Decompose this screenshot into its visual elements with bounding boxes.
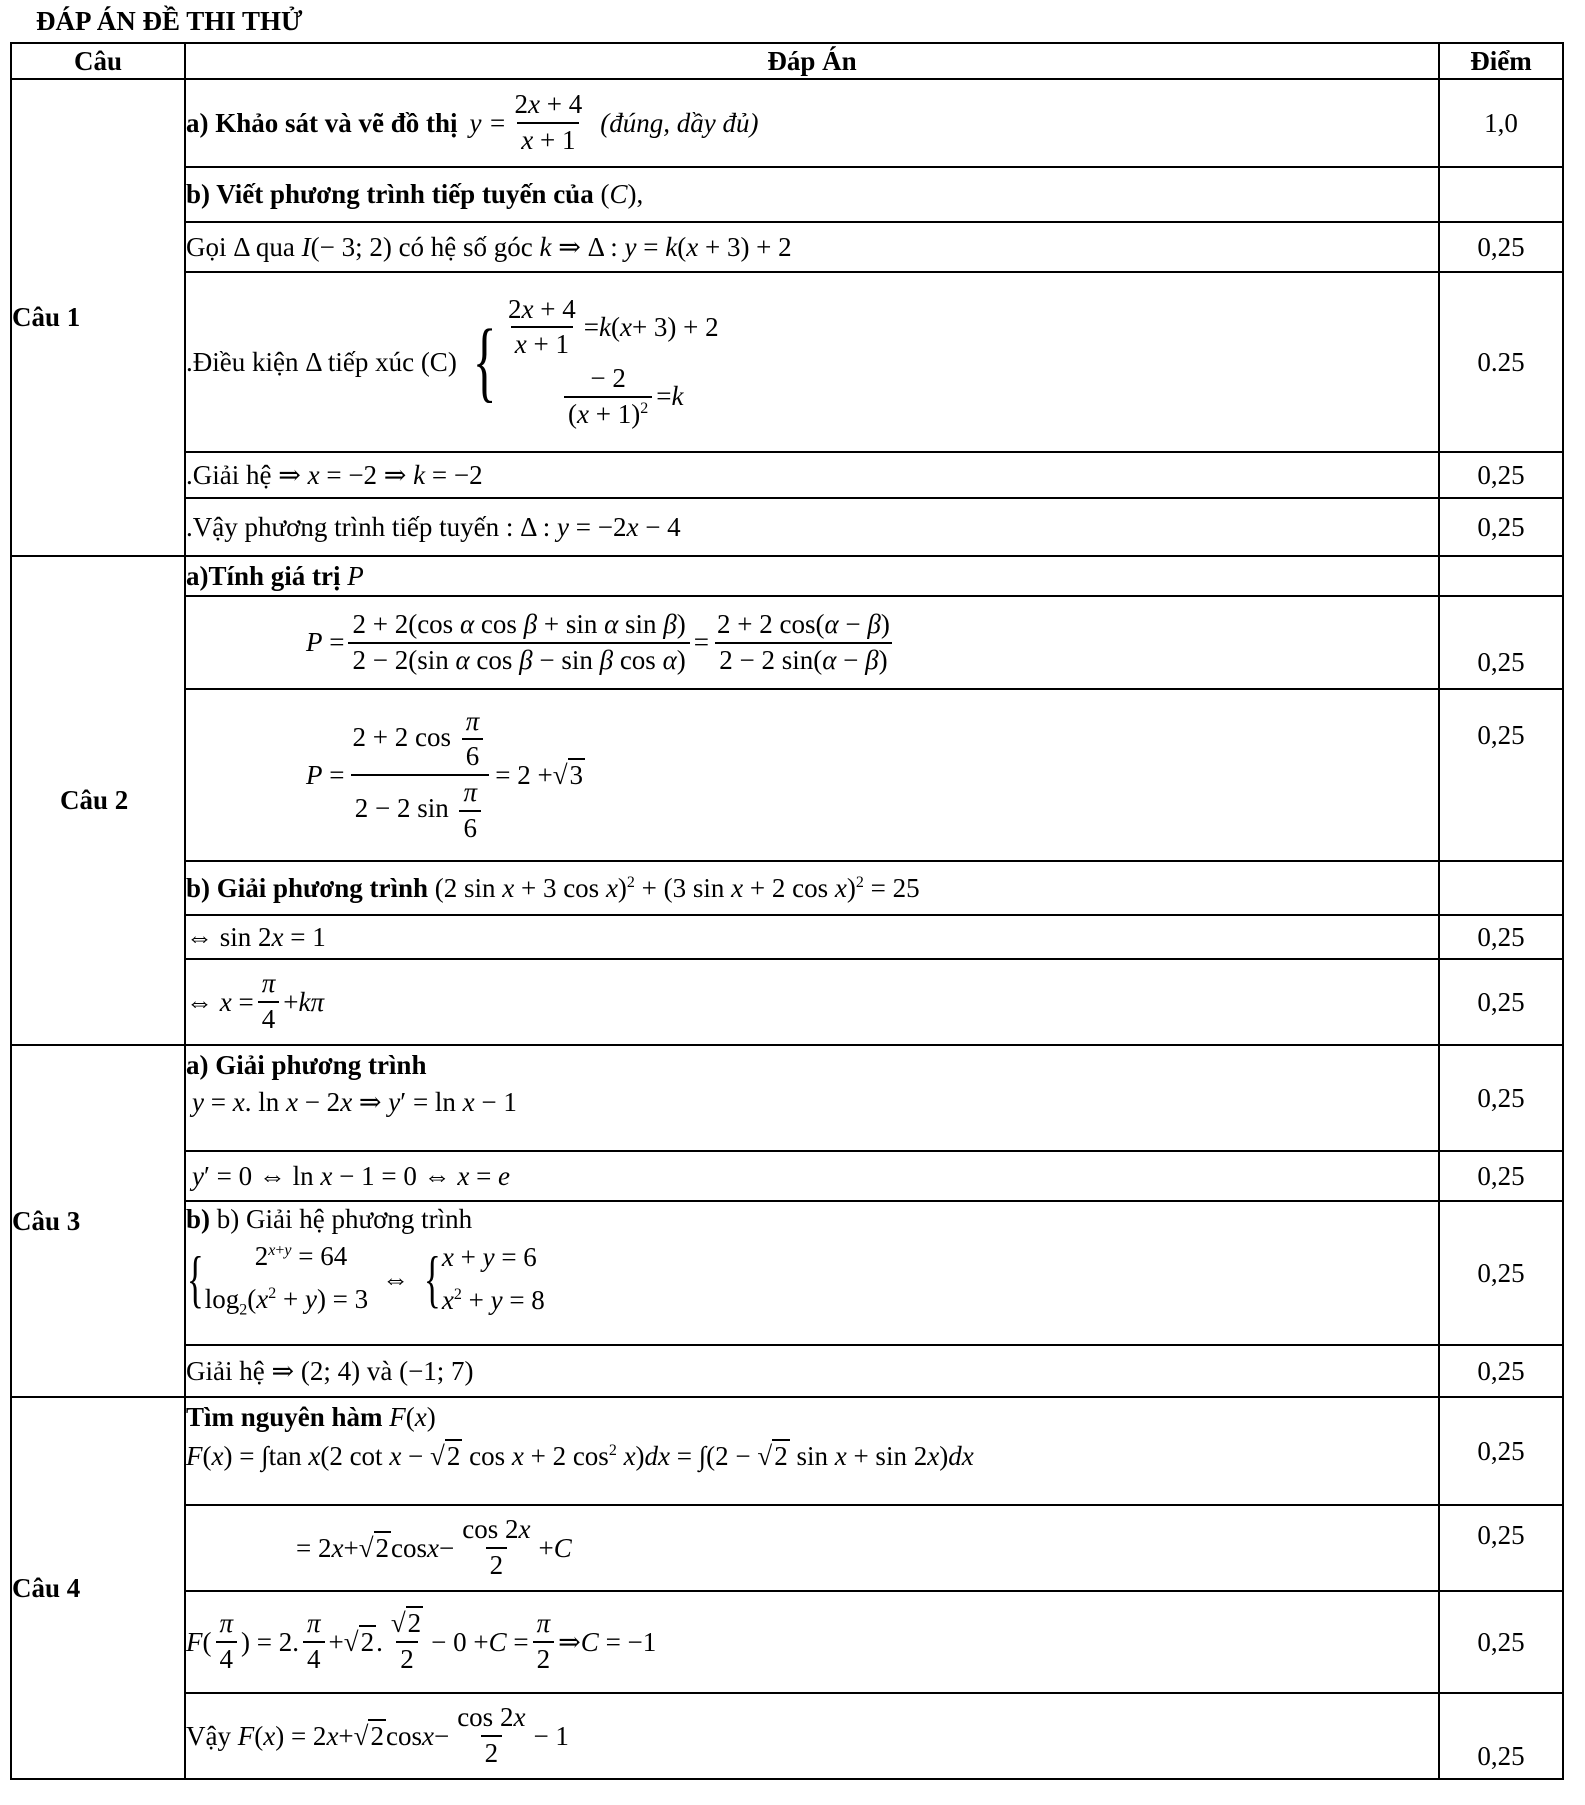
answer-text: Vậy	[186, 1720, 231, 1751]
table-header-row	[11, 43, 1563, 79]
answer-cell: b) Giải phương trình (2 sin x + 3 cos x)$^2$ + (3 sin x + 2 cos x)$^2$ = 25	[185, 861, 1439, 915]
table-row	[11, 596, 1563, 689]
table-row	[11, 452, 1563, 498]
header-question: Câu	[11, 43, 185, 79]
answer-cell: ⇔ sin 2x = 1	[185, 915, 1439, 959]
score-cell	[1439, 167, 1563, 222]
score-cell: 0,25	[1439, 452, 1563, 498]
table-row	[11, 915, 1563, 959]
table-row	[11, 1505, 1563, 1591]
header-score: Điểm	[1439, 43, 1563, 79]
answer-cell: a) Giải phương trình y = x. ln x − 2x ⇒ y′ = ln x − 1	[185, 1045, 1439, 1151]
answer-text: có hệ số góc	[398, 231, 533, 262]
table-row	[11, 272, 1563, 452]
score-cell: 0,25	[1439, 915, 1563, 959]
table-row	[11, 1397, 1563, 1505]
answer-text: Tìm nguyên hàm	[186, 1402, 383, 1432]
table-row	[11, 79, 1563, 167]
answer-cell: a)Tính giá trị P	[185, 556, 1439, 596]
answer-text: .Vậy phương trình tiếp tuyến :	[186, 511, 514, 542]
score-cell: 0.25	[1439, 272, 1563, 452]
answer-text: .Điều kiện Δ tiếp xúc (C)	[186, 346, 457, 377]
answer-cell: F ( $\frac{\pi}{4}$ ) = 2. $\frac{\pi}{4}$ + √2 . $\frac{√2}{2}$ − 0 + C = $\frac{\pi}{2}$ ⇒ C = −1	[185, 1591, 1439, 1693]
answer-cell: Tìm nguyên hàm F(x) F(x) = ∫tan x(2 cot x − √2 cos x + 2 $\cos^2 x)dx = \int(2 - √2$ sin x + sin 2x)dx	[185, 1397, 1439, 1505]
answer-cell: .Vậy phương trình tiếp tuyến : Δ : y = −2x − 4	[185, 498, 1439, 556]
answer-text: Giải hệ	[186, 1355, 265, 1386]
answer-cell: a) Khảo sát và vẽ đồ thị y = $\frac{2x + 4}{x + 1}$ (đúng, dầy đủ)	[185, 79, 1439, 167]
answer-cell: P = $\frac{\text{2 + 2(cos α cos β + sin α sin β)}}{\text{2 − 2(sin α cos β − sin β cos α)}}$ = $\frac{2 + 2 \cos(\alpha - \beta)}{2 - 2 \sin(\alpha - \beta)}$	[185, 596, 1439, 689]
answer-cell: P = 2 + 2 cos $\frac{\pi}{6}$ 2 − 2 sin $\frac{\pi}{6}$ = 2 + √3	[185, 689, 1439, 861]
table-row	[11, 1201, 1563, 1345]
table-row	[11, 689, 1563, 861]
answer-cell: b) b) Giải hệ phương trình { $2^{x+y} = 64$ $\log_2(x^2 + y) = 3$ ⇔ { x + y = 6 $x^2 + y = 8$	[185, 1201, 1439, 1345]
score-cell: 0,25	[1439, 498, 1563, 556]
table-row	[11, 959, 1563, 1045]
answer-cell: y′ = 0 ⇔ ln x − 1 = 0 ⇔ x = e	[185, 1151, 1439, 1201]
answer-cell: Giải hệ ⇒ (2; 4) và (−1; 7)	[185, 1345, 1439, 1397]
score-cell	[1439, 861, 1563, 915]
table-row	[11, 1151, 1563, 1201]
score-cell: 0,25	[1439, 1201, 1563, 1345]
answer-text: a)Tính giá trị	[186, 560, 341, 591]
answer-cell: ⇔ x = $\frac{\pi}{4}$ + kπ	[185, 959, 1439, 1045]
answer-text: b) Giải hệ phương trình	[216, 1204, 473, 1234]
table-row	[11, 1693, 1563, 1779]
question-label: Câu 3	[11, 1045, 185, 1397]
answer-cell: .Điều kiện Δ tiếp xúc (C) { $\frac{2x + 4}{x + 1}$ = k ( x + 3) + 2 $\frac{- 2}{(x + 1)^2}$ = k	[185, 272, 1439, 452]
table-row	[11, 498, 1563, 556]
table-row	[11, 222, 1563, 272]
answer-cell: b) Viết phương trình tiếp tuyến của (C),	[185, 167, 1439, 222]
table-row	[11, 1345, 1563, 1397]
answer-note: (đúng, dầy đủ)	[600, 107, 759, 138]
table-row	[11, 861, 1563, 915]
question-label: Câu 4	[11, 1397, 185, 1779]
answer-cell: = 2 x + √2 cos x − $\frac{\cos 2x}{2}$ + C	[185, 1505, 1439, 1591]
answer-text: a) Khảo sát và vẽ đồ thị	[186, 107, 458, 138]
answer-text: b) Giải phương trình	[186, 872, 428, 903]
table-row	[11, 1045, 1563, 1151]
table-row	[11, 167, 1563, 222]
score-cell: 0,25	[1439, 1151, 1563, 1201]
score-cell: 0,25	[1439, 959, 1563, 1045]
score-cell: 0,25	[1439, 1505, 1563, 1591]
question-label: Câu 2	[11, 556, 185, 1045]
answer-cell: .Giải hệ ⇒ x = −2 ⇒ k = −2	[185, 452, 1439, 498]
answer-text: a) Giải phương trình	[186, 1050, 427, 1080]
table-row	[11, 556, 1563, 596]
answer-cell: Vậy F ( x ) = 2 x + √2 cos x − $\frac{\cos 2x}{2}$ − 1	[185, 1693, 1439, 1779]
answer-text: và	[366, 1355, 393, 1386]
answer-text: Gọi Δ qua	[186, 231, 295, 262]
answer-text: b) Viết phương trình tiếp tuyến của	[186, 179, 594, 209]
score-cell: 0,25	[1439, 1693, 1563, 1779]
score-cell: 0,25	[1439, 222, 1563, 272]
header-answer: Đáp Án	[185, 43, 1439, 79]
score-cell: 0,25	[1439, 1045, 1563, 1151]
score-cell: 1,0	[1439, 79, 1563, 167]
answer-text: .Giải hệ	[186, 459, 272, 490]
answer-table	[10, 42, 1564, 1780]
document-title: ĐÁP ÁN ĐỀ THI THỬ	[36, 6, 303, 36]
score-cell: 0,25	[1439, 1591, 1563, 1693]
question-label: Câu 1	[11, 79, 185, 556]
answer-cell: Gọi Δ qua I(− 3; 2) có hệ số góc k ⇒ Δ : y = k(x + 3) + 2	[185, 222, 1439, 272]
score-cell: 0,25	[1439, 689, 1563, 861]
table-row	[11, 1591, 1563, 1693]
score-cell: 0,25	[1439, 1345, 1563, 1397]
score-cell: 0,25	[1439, 596, 1563, 689]
score-cell: 0,25	[1439, 1397, 1563, 1505]
score-cell	[1439, 556, 1563, 596]
